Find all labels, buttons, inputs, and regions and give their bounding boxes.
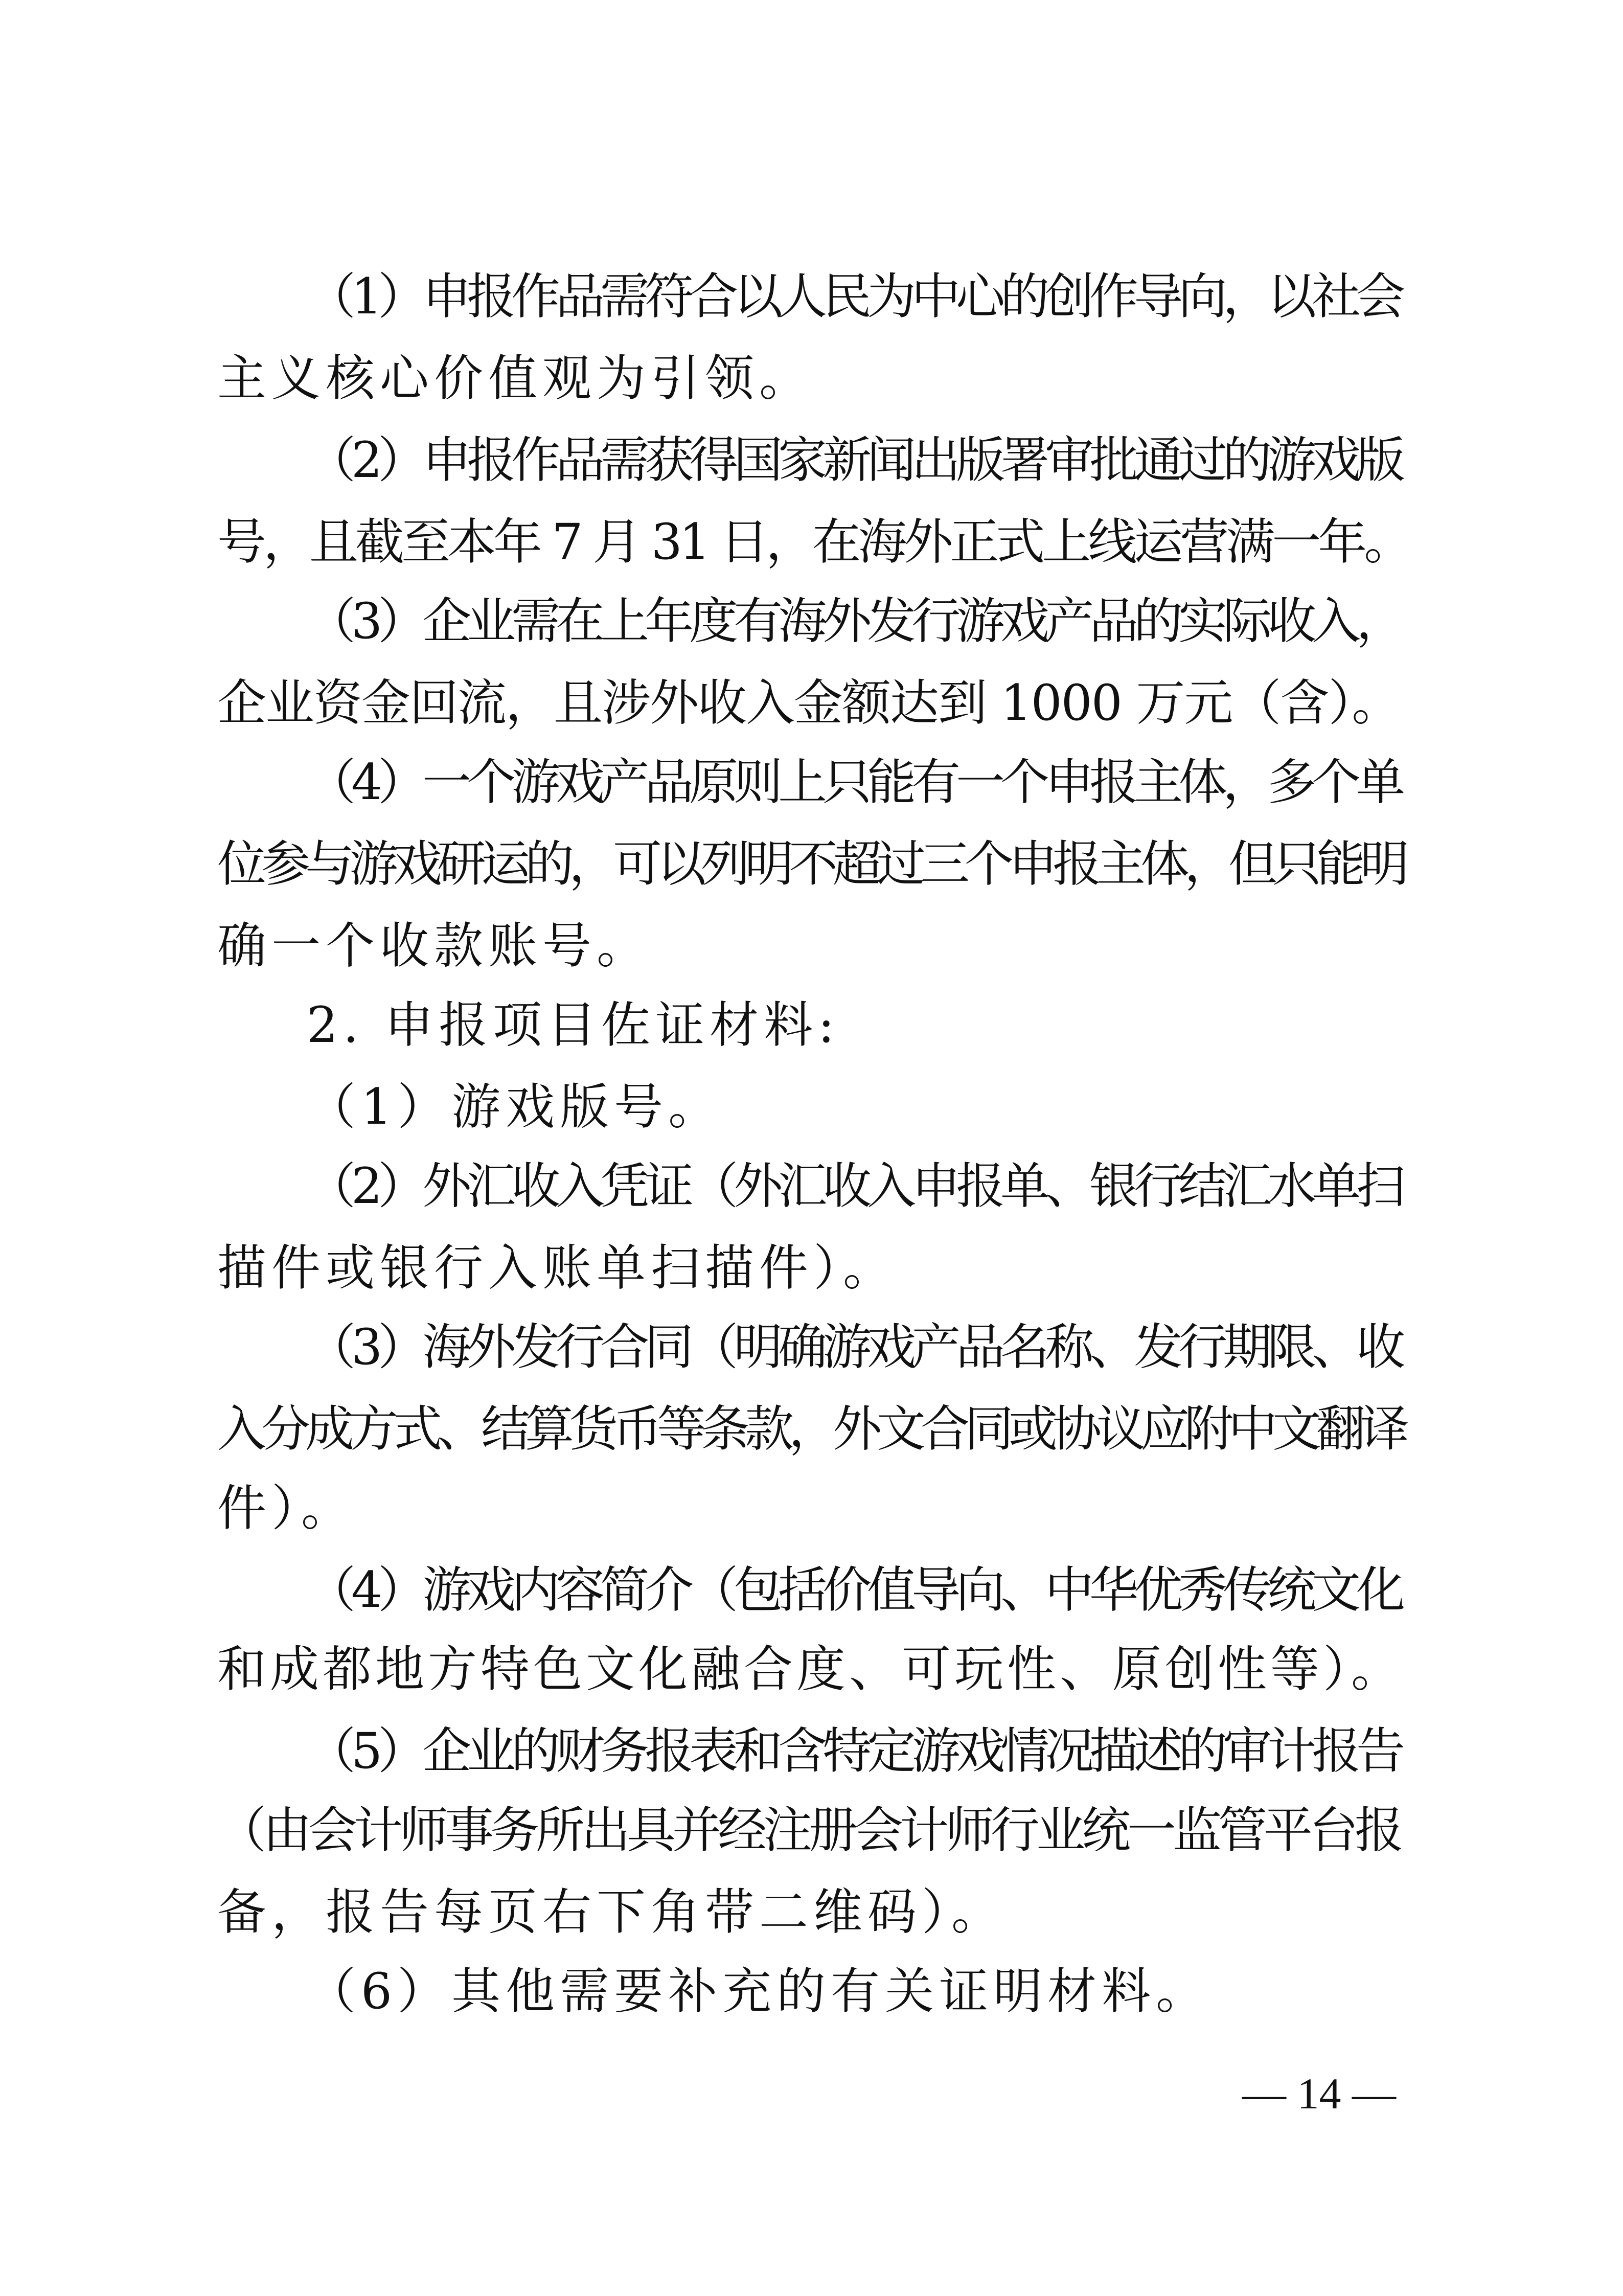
paragraph-line: 企业资金回流，且涉外收入金额达到 1000 万元（含）。 [217, 674, 1400, 732]
paragraph-line: （1）游戏版号。 [307, 1078, 723, 1135]
paragraph-line: 主义核心价值观为引领。 [217, 350, 813, 407]
paragraph-line: 位参与游戏研运的，可以列明不超过三个申报主体，但只能明 [217, 835, 1404, 893]
paragraph-line: （3）企业需在上年度有海外发行游戏产品的实际收入， [307, 593, 1401, 650]
paragraph-line: （2）外汇收入凭证（外汇收入申报单、银行结汇水单扫 [307, 1157, 1401, 1215]
paragraph-line: （3）海外发行合同（明确游戏产品名称、发行期限、收 [307, 1319, 1401, 1376]
paragraph-line: （4）游戏内容简介（包括价值导向、中华优秀传统文化 [307, 1561, 1401, 1619]
paragraph-line: 和成都地方特色文化融合度、可玩性、原创性等）。 [217, 1641, 1404, 1698]
paragraph-line: 入分成方式、结算货币等条款，外文合同或协议应附中文翻译 [217, 1400, 1404, 1458]
paragraph-line: （1）申报作品需符合以人民为中心的创作导向，以社会 [307, 268, 1401, 325]
paragraph-line: （2）申报作品需获得国家新闻出版署审批通过的游戏版 [307, 431, 1401, 489]
paragraph-line: 件）。 [217, 1480, 355, 1537]
paragraph-line: （由会计师事务所出具并经注册会计师行业统一监管平台报 [217, 1802, 1400, 1859]
section-heading: 2. 申报项目佐证材料: [307, 996, 840, 1054]
paragraph-line: 号，且截至本年 7 月 31 日，在海外正式上线运营满一年。 [217, 513, 1410, 571]
paragraph-line: 备，报告每页右下角带二维码）。 [217, 1883, 1005, 1941]
paragraph-line: 描件或银行入账单扫描件）。 [217, 1239, 897, 1297]
paragraph-line: 确一个收款账号。 [217, 917, 651, 974]
paragraph-line: （6）其他需要补充的有关证明材料。 [307, 1963, 1210, 2020]
paragraph-line: （4）一个游戏产品原则上只能有一个申报主体，多个单 [307, 754, 1401, 811]
paragraph-line: （5）企业的财务报表和含特定游戏情况描述的审计报告 [307, 1722, 1401, 1780]
page-number: — 14 — [1242, 2069, 1396, 2118]
